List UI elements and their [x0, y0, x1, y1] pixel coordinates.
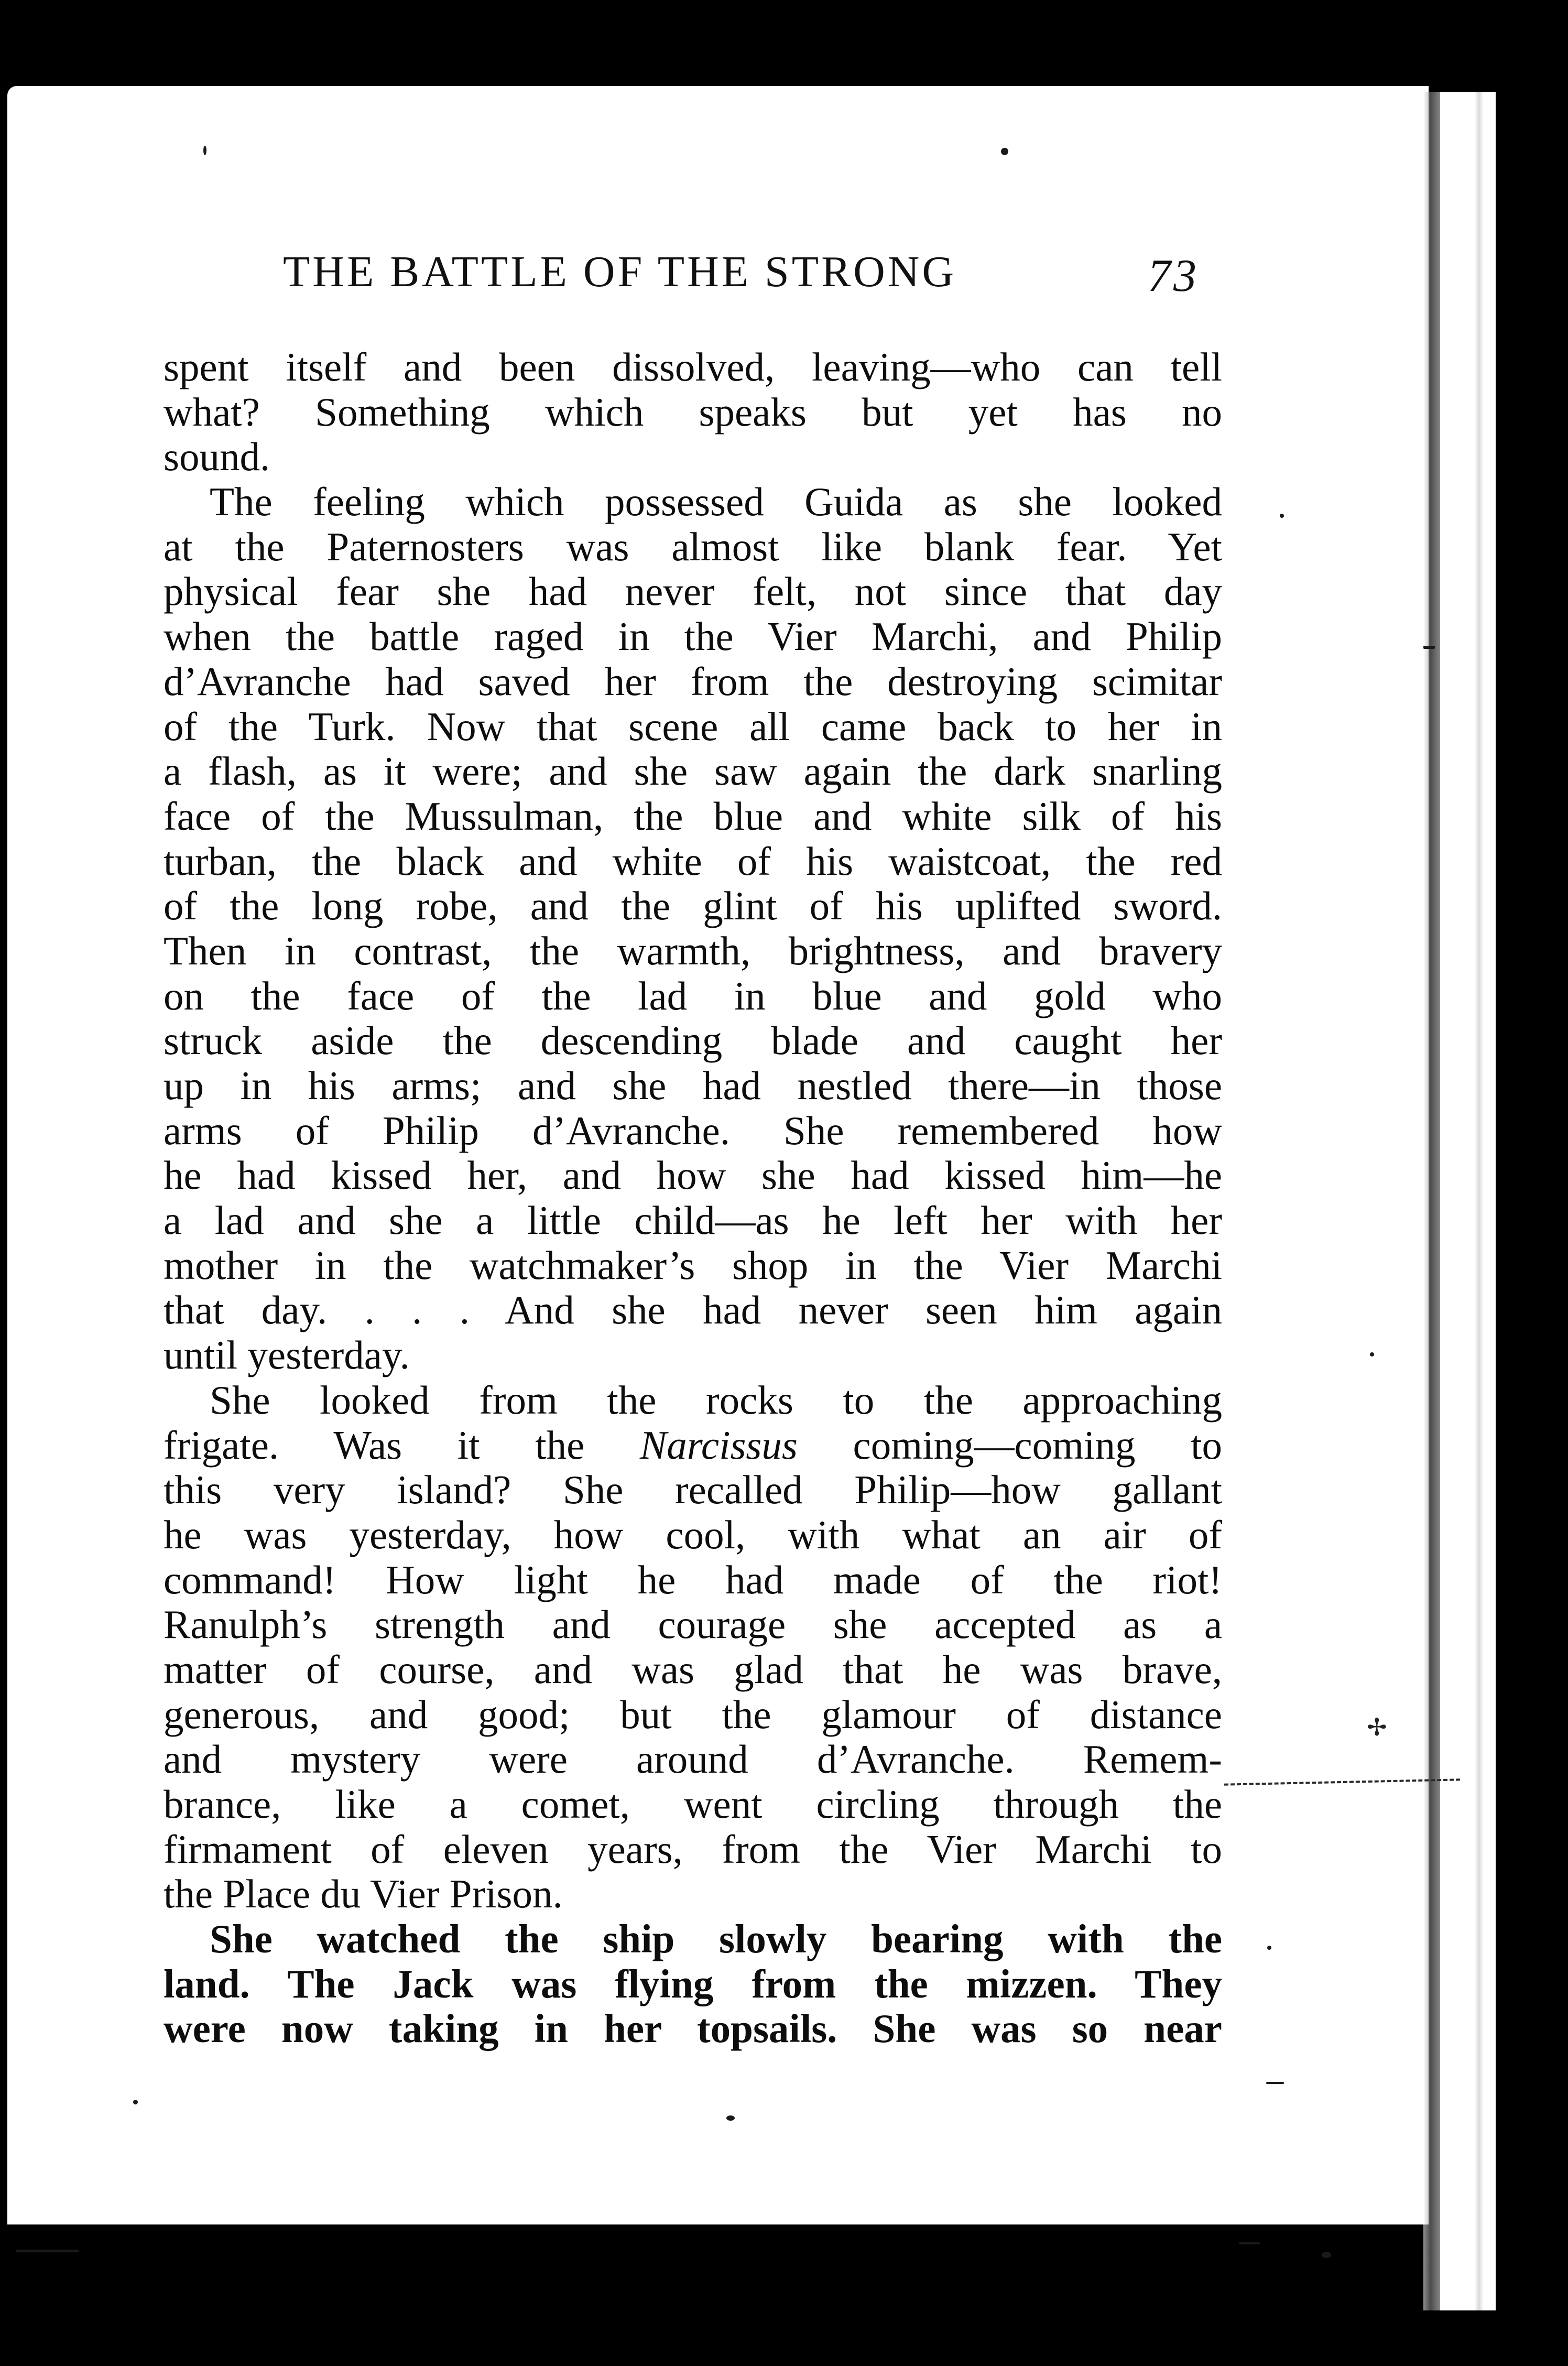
- text-line: generous, and good; but the glamour of distance: [164, 1691, 1222, 1737]
- text-line: matter of course, and was glad that he was brave,: [164, 1646, 1222, 1692]
- paragraph-first-line: The feeling which possessed Guida as she looked: [210, 479, 1222, 525]
- running-head: [157, 246, 1232, 304]
- text-line: turban, the black and white of his waistcoat, the red: [164, 838, 1222, 884]
- text-line: command! How light he had made of the riot!: [164, 1557, 1222, 1602]
- text-line: a lad and she a little child—as he left her with her: [164, 1198, 1222, 1243]
- scan-speck: [1239, 2242, 1260, 2244]
- page-number: 73: [1148, 251, 1199, 301]
- text-line: brance, like a comet, went circling through the: [164, 1782, 1222, 1827]
- scan-speck: [1266, 2082, 1284, 2084]
- scan-speck: [1267, 1946, 1271, 1950]
- scan-speck: [1322, 2252, 1331, 2258]
- text-line: at the Paternosters was almost like blank fear. Yet: [164, 524, 1222, 569]
- scan-speck: [203, 146, 206, 155]
- text-line: the Place du Vier Prison.: [164, 1871, 563, 1917]
- text-line: that day. . . . And she had never seen him again: [164, 1287, 1222, 1333]
- text-line: on the face of the lad in blue and gold who: [164, 973, 1222, 1018]
- text-line: d’Avranche had saved her from the destroying scimitar: [164, 658, 1222, 704]
- text-line: Then in contrast, the warmth, brightness, and bravery: [164, 928, 1222, 973]
- text-line: and mystery were around d’Avranche. Remem-: [164, 1736, 1222, 1782]
- text-line: when the battle raged in the Vier Marchi, and Philip: [164, 614, 1222, 659]
- scan-speck: [1001, 148, 1008, 155]
- text-line: mother in the watchmaker’s shop in the Vier Marchi: [164, 1242, 1222, 1288]
- text-line: a flash, as it were; and she saw again the dark snarling: [164, 748, 1222, 794]
- scan-speck: [1370, 1352, 1374, 1356]
- scan-speck: [726, 2115, 735, 2121]
- line-segment: coming—coming to: [797, 1422, 1222, 1468]
- text-line: up in his arms; and she had nestled there—in those: [164, 1063, 1222, 1108]
- text-line: were now taking in her topsails. She was so near: [164, 2006, 1222, 2052]
- text-line: struck aside the descending blade and caught her: [164, 1018, 1222, 1063]
- scan-speck: [1423, 646, 1435, 649]
- paragraph-first-line: She watched the ship slowly bearing with the: [210, 1916, 1222, 1962]
- ship-name-italic: Narcissus: [639, 1422, 798, 1468]
- text-line: land. The Jack was flying from the mizzen. They: [164, 1961, 1222, 2006]
- text-line: firmament of eleven years, from the Vier Marchi to: [164, 1826, 1222, 1872]
- text-line: Ranulph’s strength and courage she accepted as a: [164, 1602, 1222, 1647]
- text-line: until yesterday.: [164, 1332, 410, 1378]
- page-gutter-shadow: [1423, 92, 1441, 2310]
- scan-mark-glyph: ✢: [1367, 1713, 1387, 1741]
- running-head-title: THE BATTLE OF THE STRONG: [283, 247, 957, 296]
- text-line: of the long robe, and the glint of his uplifted sword.: [164, 883, 1222, 929]
- text-line-with-italic: [164, 1423, 1222, 1468]
- text-line: he had kissed her, and how she had kissed him—he: [164, 1153, 1222, 1198]
- text-line: spent itself and been dissolved, leaving—who can tell: [164, 344, 1222, 389]
- text-line: he was yesterday, how cool, with what an air of: [164, 1512, 1222, 1557]
- line-segment: frigate. Was it the: [164, 1422, 640, 1468]
- text-line: face of the Mussulman, the blue and white silk of his: [164, 793, 1222, 839]
- scan-speck: [16, 2250, 79, 2252]
- scan-speck: [133, 2100, 138, 2104]
- body-text: [164, 345, 1222, 2052]
- scan-speck: [1280, 514, 1284, 518]
- page-edge-strip: [1440, 92, 1496, 2310]
- text-line: arms of Philip d’Avranche. She remembered how: [164, 1108, 1222, 1153]
- text-line: sound.: [164, 434, 270, 480]
- text-line: this very island? She recalled Philip—how gallant: [164, 1467, 1222, 1513]
- text-line: of the Turk. Now that scene all came back to her in: [164, 703, 1222, 749]
- text-line: what? Something which speaks but yet has no: [164, 389, 1222, 435]
- text-line: physical fear she had never felt, not since that day: [164, 569, 1222, 614]
- paragraph-first-line: She looked from the rocks to the approaching: [210, 1377, 1222, 1423]
